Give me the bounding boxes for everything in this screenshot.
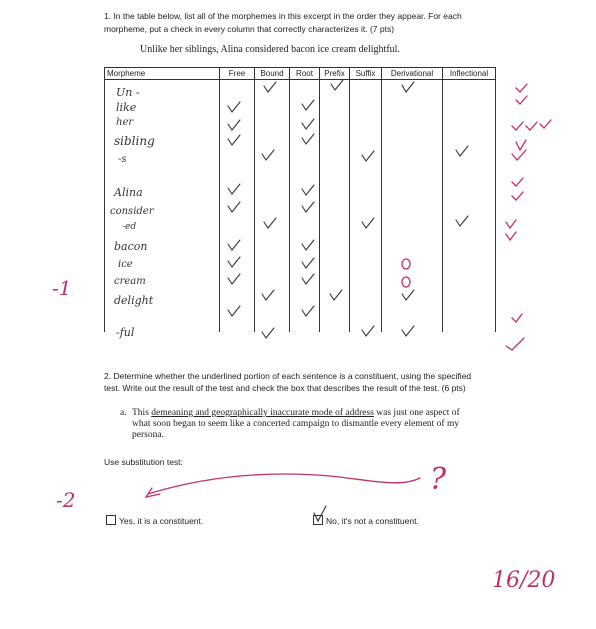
question-1-sentence: Unlike her siblings, Alina considered bacon ice cream delightful. [140,44,400,55]
column-header-root: Root [290,68,320,80]
morpheme-entry: Alina [114,186,143,199]
morpheme-entry: cream [114,276,146,287]
column-header-morpheme: Morpheme [105,68,220,80]
question-2-instructions: 2. Determine whether the underlined portion of each sentence is a constituent, using the specified test. Write out the result of the test and check the box that describes the result of the test. (6 pts) [104,371,472,393]
column-header-inflectional: Inflectional [443,68,496,80]
column-header-suffix: Suffix [350,68,382,80]
morpheme-entry: her [116,117,134,128]
morpheme-entry: -ed [122,222,137,232]
column-header-derivational: Derivational [382,68,443,80]
question-mark: ? [430,462,447,497]
column-header-prefix: Prefix [320,68,350,80]
morpheme-entry: delight [114,294,154,307]
morpheme-entry: like [116,101,137,114]
morpheme-entry: consider [110,206,154,217]
question-2a-sentence: a. This demeaning and geographically inaccurate mode of address was just one aspect of what soon began to seem like a concerted campaign to dismantle every element of my persona. [120,408,460,440]
morpheme-entry: ice [118,259,133,270]
morpheme-entry: Un - [116,86,140,99]
final-score: 16/20 [492,568,556,593]
margin-deduction-q1: -1 [52,276,72,300]
column-header-free: Free [220,68,255,80]
morpheme-entry: bacon [114,240,148,253]
morpheme-entry: sibling [114,134,155,148]
morpheme-entry: -s [118,154,127,165]
underlined-phrase: demeaning and geographically inaccurate mode of address [151,408,374,418]
margin-deduction-q2: -2 [56,488,76,512]
question-1-instructions: 1. In the table below, list all of the morphemes in this excerpt in the order they appear. For each morpheme, put a check in every column that correctly characterizes it. (7 pts) [104,11,462,34]
option-yes[interactable]: Yes, it is a constituent. [106,515,203,526]
option-no[interactable]: No, it's not a constituent. [313,515,419,526]
column-header-bound: Bound [255,68,290,80]
morpheme-entry: -ful [116,326,135,339]
grader-marks [146,84,551,497]
student-checkmarks [228,80,468,521]
item-label: a. [120,408,127,418]
test-label: Use substitution test: [104,457,183,467]
